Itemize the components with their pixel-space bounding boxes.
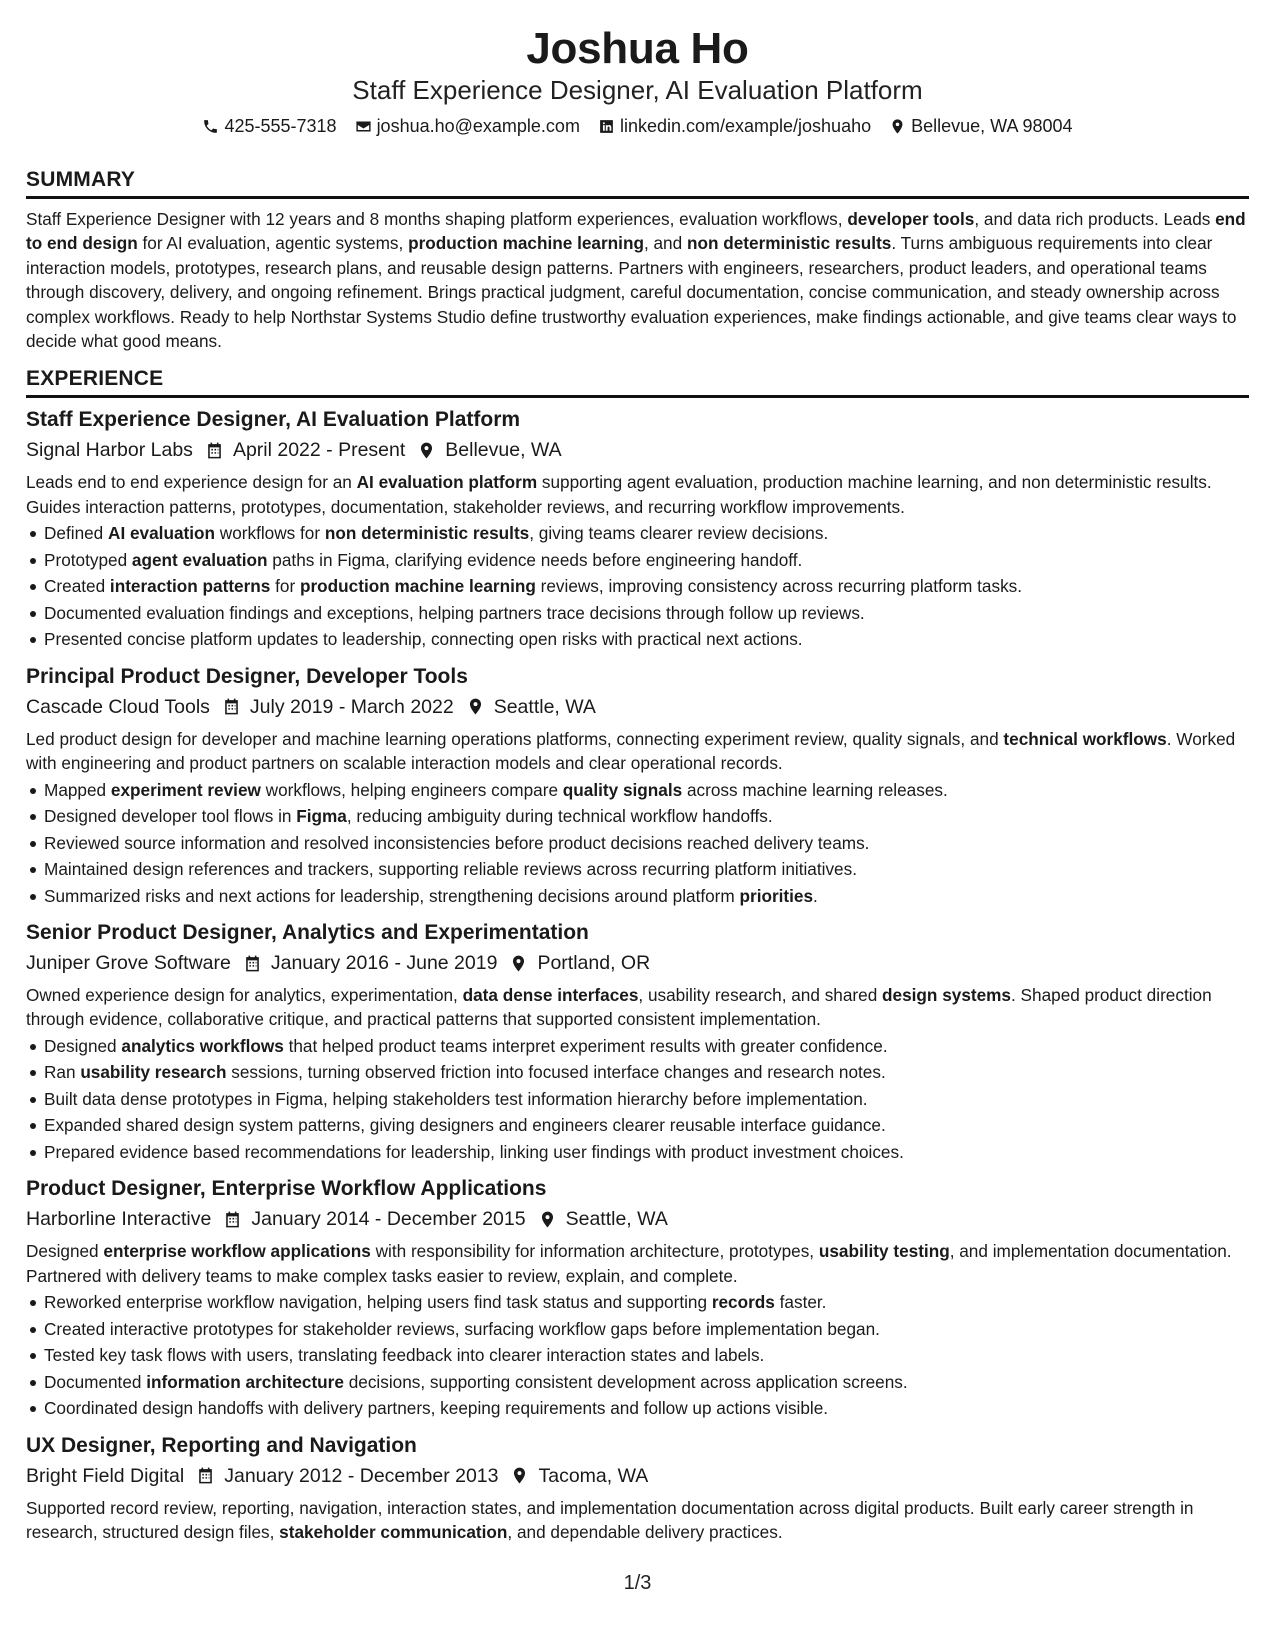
job-dates-text: April 2022 - Present: [232, 439, 406, 462]
emphasis: agent evaluation: [131, 549, 268, 570]
emphasis: analytics workflows: [121, 1035, 284, 1056]
job-bullet: Summarized risks and next actions for leadership, strengthening decisions around platform priorities.: [26, 883, 1249, 910]
emphasis: non deterministic results: [324, 523, 530, 544]
map-pin-icon: [538, 1210, 557, 1229]
emphasis: end to end design: [26, 209, 1246, 254]
job-list: [26, 406, 1249, 1544]
job-bullet: Maintained design references and trackers, supporting reliable reviews across recurring platform initiatives.: [26, 856, 1249, 883]
envelope-icon: [355, 118, 372, 135]
job-title: Product Designer, Enterprise Workflow Applications: [26, 1177, 547, 1201]
job-bullet: Documented evaluation findings and exceptions, helping partners trace decisions through follow up reviews.: [26, 600, 1249, 627]
job-dates-text: January 2012 - December 2013: [224, 1464, 499, 1487]
emphasis: production machine learning: [299, 576, 536, 597]
calendar-icon: [205, 441, 224, 460]
job-location-text: Tacoma, WA: [538, 1464, 649, 1487]
page-number: 1/3: [623, 1572, 652, 1594]
emphasis: enterprise workflow applications: [103, 1241, 371, 1262]
job-company: Bright Field Digital: [26, 1464, 185, 1487]
job-bullet: Built data dense prototypes in Figma, helping stakeholders test information hierarchy before implementation.: [26, 1086, 1249, 1113]
job-meta: [26, 1205, 1249, 1233]
job-meta: [26, 1462, 1249, 1490]
job-dates: [223, 1205, 525, 1233]
contact-bar: [26, 114, 1249, 138]
job-title: UX Designer, Reporting and Navigation: [26, 1433, 417, 1457]
calendar-icon: [223, 1210, 242, 1229]
job-bullet: Designed developer tool flows in Figma, reducing ambiguity during technical workflow handoffs.: [26, 803, 1249, 830]
job-location: [509, 949, 650, 977]
job-bullet: Documented information architecture decisions, supporting consistent development across application screens.: [26, 1369, 1249, 1396]
emphasis: design systems: [882, 985, 1011, 1006]
emphasis: production machine learning: [408, 233, 644, 254]
calendar-icon: [196, 1466, 215, 1485]
emphasis: priorities: [739, 885, 814, 906]
contact-location-text: Bellevue, WA 98004: [911, 116, 1073, 136]
calendar-icon: [222, 697, 241, 716]
emphasis: developer tools: [847, 209, 975, 229]
job-bullets: [26, 1289, 1249, 1422]
job-entry: [26, 406, 1249, 652]
job-bullet: Presented concise platform updates to leadership, connecting open risks with practical next actions.: [26, 626, 1249, 653]
job-dates-text: January 2016 - June 2019: [270, 952, 498, 975]
job-dates: [196, 1462, 498, 1490]
resume-header: [26, 22, 1249, 138]
job-dates: [222, 693, 454, 721]
job-dates-text: July 2019 - March 2022: [249, 695, 454, 718]
job-description: Owned experience design for analytics, experimentation, data dense interfaces, usability research, and shared design systems. Shaped product direction through evidence, collaborative critique, and practical patterns that supported consistent implementation.: [26, 985, 1212, 1030]
map-pin-icon: [509, 954, 528, 973]
job-title: Senior Product Designer, Analytics and Experimentation: [26, 921, 589, 945]
emphasis: stakeholder communication: [279, 1522, 508, 1543]
candidate-name: Joshua Ho: [526, 24, 749, 73]
job-entry: [26, 1175, 1249, 1421]
job-location: [510, 1462, 648, 1490]
summary-heading: SUMMARY: [26, 166, 1249, 199]
job-bullets: [26, 1033, 1249, 1166]
job-company: Harborline Interactive: [26, 1208, 212, 1231]
job-location: [417, 436, 561, 464]
job-entry: [26, 1432, 1249, 1545]
contact-email-text: joshua.ho@example.com: [376, 116, 580, 136]
job-meta: [26, 436, 1249, 464]
emphasis: Figma: [296, 806, 347, 827]
summary-text: Staff Experience Designer with 12 years and 8 months shaping platform experiences, evaluation workflows, developer tools, and data rich products. Leads end to end design for AI evaluation, agentic systems, production machine learning, and non deterministic results. Turns ambiguous requirements into clear interaction models, prototypes, research plans, and reusable design patterns. Partners with engineers, researchers, product leaders, and operational teams through discovery, delivery, and ongoing refinement. Brings practical judgment, careful documentation, concise communication, and steady ownership across complex workflows. Ready to help Northstar Systems Studio define trustworthy evaluation experiences, make findings actionable, and give teams clear ways to decide what good means.: [26, 209, 1246, 352]
job-bullets: [26, 520, 1249, 653]
job-entry: [26, 663, 1249, 909]
emphasis: usability research: [80, 1062, 227, 1083]
job-location-text: Seattle, WA: [565, 1208, 668, 1231]
job-bullet: Prototyped agent evaluation paths in Figma, clarifying evidence needs before engineering handoff.: [26, 547, 1249, 574]
job-location-text: Seattle, WA: [493, 695, 596, 718]
job-bullet: Designed analytics workflows that helped product teams interpret experiment results with greater confidence.: [26, 1033, 1249, 1060]
job-location: [538, 1205, 668, 1233]
job-location: [466, 693, 596, 721]
emphasis: non deterministic results: [686, 233, 892, 254]
emphasis: quality signals: [562, 779, 683, 800]
map-pin-icon: [889, 118, 906, 135]
map-pin-icon: [466, 697, 485, 716]
job-bullets: [26, 777, 1249, 910]
summary-section: [26, 166, 1249, 353]
job-meta: [26, 693, 1249, 721]
emphasis: data dense interfaces: [462, 985, 639, 1006]
job-bullet: Prepared evidence based recommendations for leadership, linking user findings with product investment choices.: [26, 1139, 1249, 1166]
job-company: Juniper Grove Software: [26, 952, 231, 975]
emphasis: information architecture: [146, 1371, 344, 1392]
contact-linkedin-text: linkedin.com/example/joshuaho: [619, 116, 872, 136]
job-bullet: Expanded shared design system patterns, giving designers and engineers clearer reusable interface guidance.: [26, 1112, 1249, 1139]
linkedin-icon: [598, 118, 615, 135]
job-bullet: Reworked enterprise workflow navigation, helping users find task status and supporting records faster.: [26, 1289, 1249, 1316]
job-bullet: Created interactive prototypes for stakeholder reviews, surfacing workflow gaps before implementation began.: [26, 1316, 1249, 1343]
job-description: Led product design for developer and machine learning operations platforms, connecting experiment review, quality signals, and technical workflows. Worked with engineering and product partners on scalable interaction models and clear operational records.: [26, 728, 1236, 774]
job-company: Cascade Cloud Tools: [26, 695, 210, 718]
contact-linkedin[interactable]: [598, 114, 871, 138]
job-description: Designed enterprise workflow applications with responsibility for information architecture, prototypes, usability testing, and implementation documentation. Partnered with delivery teams to make complex tasks easier to review, explain, and complete.: [26, 1241, 1232, 1286]
job-bullet: Created interaction patterns for production machine learning reviews, improving consistency across recurring platform tasks.: [26, 573, 1249, 600]
emphasis: technical workflows: [1003, 728, 1167, 749]
job-entry: [26, 919, 1249, 1165]
job-location-text: Bellevue, WA: [445, 439, 562, 462]
calendar-icon: [243, 954, 262, 973]
contact-phone-text: 425-555-7318: [224, 116, 337, 136]
emphasis: usability testing: [818, 1241, 950, 1262]
job-description: Leads end to end experience design for an AI evaluation platform supporting agent evaluation, production machine learning, and non deterministic results. Guides interaction patterns, prototypes, documentation, stakeholder reviews, and recurring workflow improvements.: [26, 472, 1212, 517]
job-dates: [243, 949, 498, 977]
job-bullet: Ran usability research sessions, turning observed friction into focused interface changes and research notes.: [26, 1059, 1249, 1086]
job-title: Principal Product Designer, Developer Tools: [26, 664, 468, 688]
job-dates: [205, 436, 405, 464]
job-bullet: Tested key task flows with users, translating feedback into clearer interaction states and labels.: [26, 1342, 1249, 1369]
phone-icon: [202, 118, 219, 135]
candidate-headline: Staff Experience Designer, AI Evaluation Platform: [352, 75, 923, 105]
experience-heading: EXPERIENCE: [26, 365, 1249, 398]
emphasis: interaction patterns: [109, 576, 271, 597]
contact-location: [889, 114, 1072, 138]
contact-phone[interactable]: [202, 114, 336, 138]
job-bullet: Reviewed source information and resolved inconsistencies before product decisions reached delivery teams.: [26, 830, 1249, 857]
map-pin-icon: [417, 441, 436, 460]
job-bullet: Mapped experiment review workflows, helping engineers compare quality signals across machine learning releases.: [26, 777, 1249, 804]
emphasis: AI evaluation: [108, 523, 215, 544]
experience-section: [26, 365, 1249, 1544]
job-title: Staff Experience Designer, AI Evaluation Platform: [26, 408, 521, 432]
job-company: Signal Harbor Labs: [26, 439, 193, 462]
emphasis: AI evaluation platform: [356, 472, 538, 493]
emphasis: records: [711, 1292, 775, 1313]
job-meta: [26, 949, 1249, 977]
job-bullet: Coordinated design handoffs with delivery partners, keeping requirements and follow up actions visible.: [26, 1395, 1249, 1422]
job-bullet: Defined AI evaluation workflows for non deterministic results, giving teams clearer review decisions.: [26, 520, 1249, 547]
job-description: Supported record review, reporting, navigation, interaction states, and implementation documentation across digital products. Built early career strength in research, structured design files, stakeholder communication, and dependable delivery practices.: [26, 1497, 1194, 1543]
contact-email[interactable]: [355, 114, 580, 138]
map-pin-icon: [510, 1466, 529, 1485]
emphasis: experiment review: [110, 779, 261, 800]
job-dates-text: January 2014 - December 2015: [251, 1208, 526, 1231]
job-location-text: Portland, OR: [537, 952, 651, 975]
